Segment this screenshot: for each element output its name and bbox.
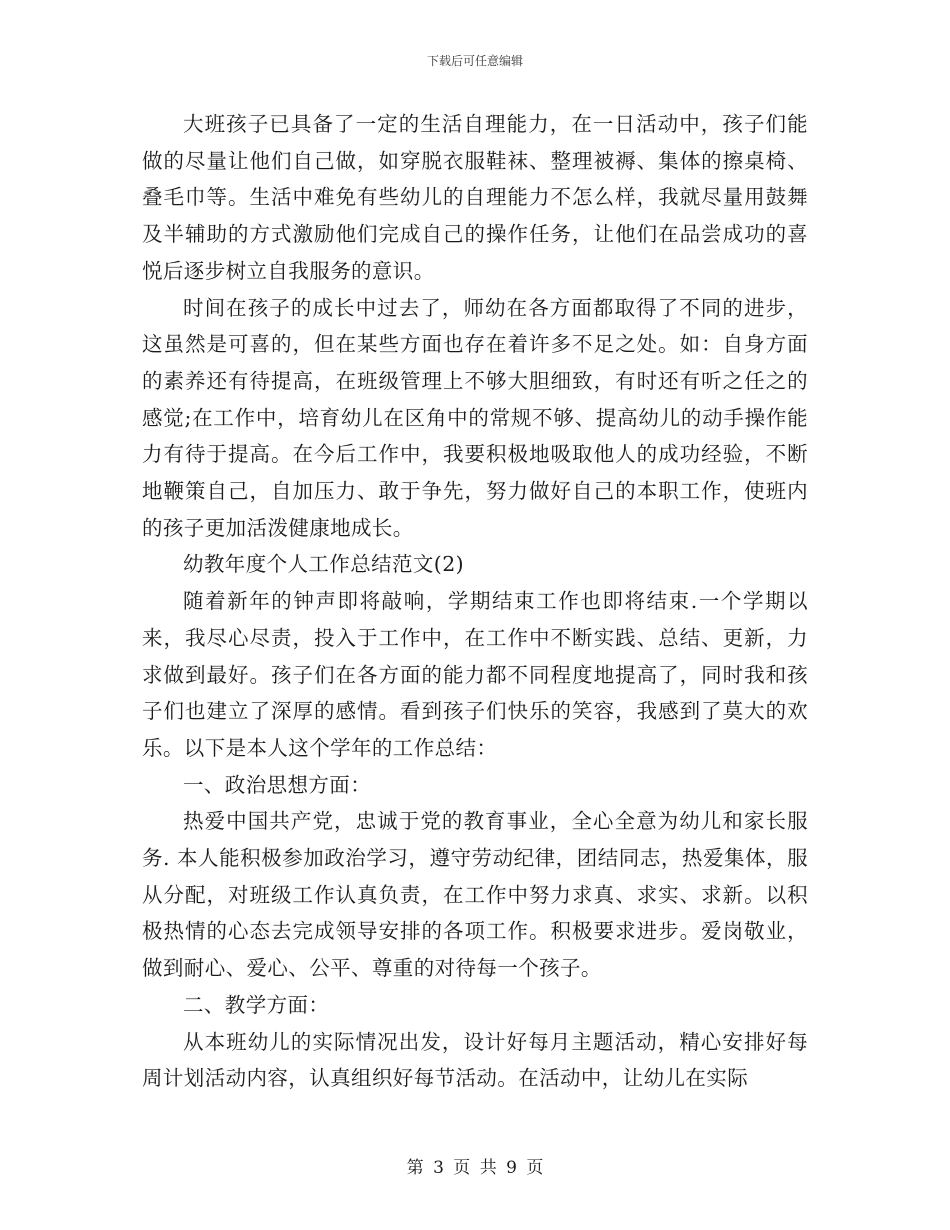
document-body xyxy=(142,106,808,1097)
paragraph-intro: 随着新年的钟声即将敲响，学期结束工作也即将结束.一个学期以来，我尽心尽责，投入于工作中，在工作中不断实践、总结、更新，力求做到最好。孩子们在各方面的能力都不同程度地提高了，同时我和孩子们也建立了深厚的感情。看到孩子们快乐的笑容，我感到了莫大的欢乐。以下是本人这个学年的工作总结： xyxy=(142,589,808,760)
paragraph-teaching: 从本班幼儿的实际情况出发，设计好每月主题活动，精心安排好每周计划活动内容，认真组织好每节活动。在活动中，让幼儿在实际 xyxy=(142,1029,808,1091)
heading-teaching: 二、教学方面： xyxy=(183,992,330,1017)
paragraph-progress-reflection: 时间在孩子的成长中过去了，师幼在各方面都取得了不同的进步，这虽然是可喜的，但在某些方面也存在着许多不足之处。如：自身方面的素养还有待提高，在班级管理上不够大胆细致，有时还有听之任之的感觉;在工作中，培育幼儿在区角中的常规不够、提高幼儿的动手操作能力有待于提高。在今后工作中，我要积极地吸取他人的成功经验，不断地鞭策自己，自加压力、敢于争先，努力做好自己的本职工作，使班内的孩子更加活泼健康地成长。 xyxy=(142,295,808,540)
page-number-footer: 第 3 页 共 9 页 xyxy=(406,1158,544,1178)
section-title-summary-2: 幼教年度个人工作总结范文(2) xyxy=(183,552,465,577)
page-header: 下载后可任意编辑 xyxy=(426,54,523,68)
paragraph-self-care: 大班孩子已具备了一定的生活自理能力，在一日活动中，孩子们能做的尽量让他们自己做，如穿脱衣服鞋袜、整理被褥、集体的擦桌椅、叠毛巾等。生活中难免有些幼儿的自理能力不怎么样，我就尽量用鼓舞及半辅助的方式激励他们完成自己的操作任务，让他们在品尝成功的喜悦后逐步树立自我服务的意识。 xyxy=(142,112,808,283)
heading-political-thought: 一、政治思想方面： xyxy=(183,772,372,797)
paragraph-political-thought: 热爱中国共产党，忠诚于党的教育事业，全心全意为幼儿和家长服务. 本人能积极参加政治学习，遵守劳动纪律，团结同志，热爱集体，服从分配，对班级工作认真负责，在工作中努力求真、求实、求新。以积极热情的心态去完成领导安排的各项工作。积极要求进步。爱岗敬业，做到耐心、爱心、公平、尊重的对待每一个孩子。 xyxy=(142,809,808,981)
